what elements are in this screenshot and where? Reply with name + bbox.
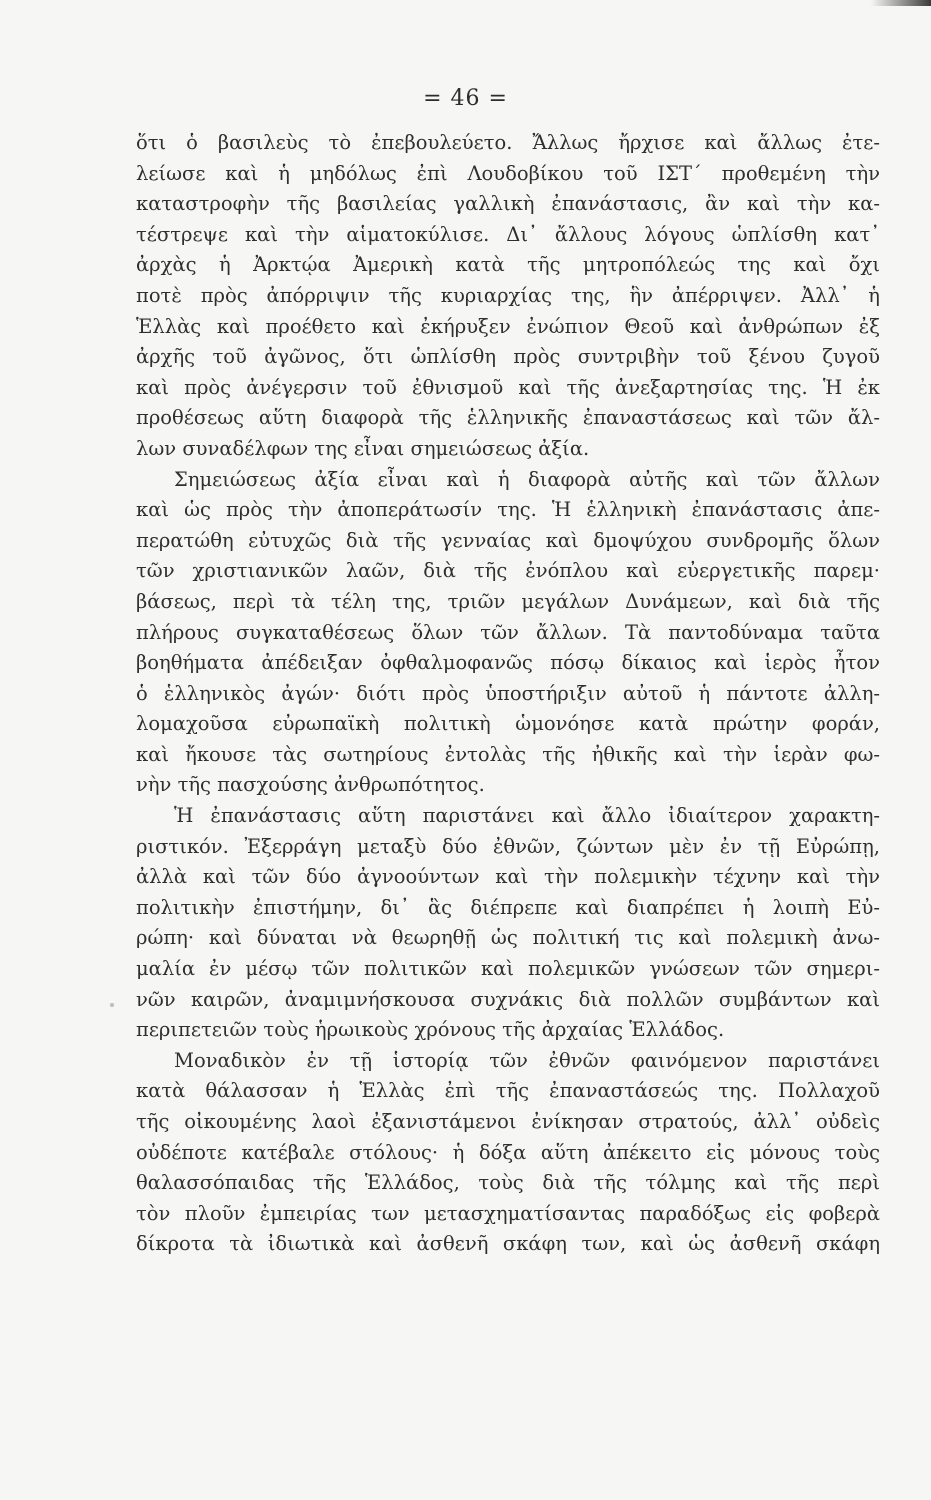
text-line: τῶν χριστιανικῶν λαῶν, διὰ τῆς ἐνόπλου καὶ εὐεργετικῆς παρεμ·: [136, 559, 880, 583]
text-line: καταστροφὴν τῆς βασιλείας γαλλικὴ ἐπανάστασις, ἂν καὶ τὴν κα-: [136, 192, 880, 216]
text-line: λομαχοῦσα εὐρωπαϊκὴ πολιτικὴ ὡμονόησε κατὰ πρώτην φοράν,: [136, 712, 880, 736]
paragraph-4: [136, 1046, 880, 1260]
text-line: προθέσεως αὕτη διαφορὰ τῆς ἑλληνικῆς ἐπαναστάσεως καὶ τῶν ἄλ-: [136, 406, 880, 430]
scan-edge-mark: [871, 0, 931, 6]
text-line: κατὰ θάλασσαν ἡ Ἑλλὰς ἐπὶ τῆς ἐπαναστάσεώς της. Πολλαχοῦ: [136, 1079, 880, 1103]
text-line: ριστικόν. Ἐξερράγη μεταξὺ δύο ἐθνῶν, ζώντων μὲν ἐν τῇ Εὐρώπῃ,: [136, 834, 880, 858]
text-line: ἀρχῆς τοῦ ἀγῶνος, ὅτι ὡπλίσθη πρὸς συντριβὴν τοῦ ξένου ζυγοῦ: [136, 345, 880, 369]
text-line: θαλασσόπαιδας τῆς Ἑλλάδος, τοὺς διὰ τῆς τόλμης καὶ τῆς περὶ: [136, 1171, 880, 1195]
text-line: πολιτικὴν ἐπιστήμην, δι᾽ ἃς διέπρεπε καὶ διαπρέπει ἡ λοιπὴ Εὐ-: [136, 895, 880, 919]
text-line: τὸν πλοῦν ἐμπειρίας των μετασχηματίσαντας παραδόξως εἰς φοβερὰ: [136, 1201, 880, 1225]
paragraph-3: [136, 801, 880, 1046]
text-line: ἀρχὰς ἡ Ἀρκτῴα Ἀμερικὴ κατὰ τῆς μητροπόλεώς της καὶ ὄχι: [136, 253, 880, 277]
margin-dot: [110, 1003, 114, 1007]
text-line: Μοναδικὸν ἐν τῇ ἱστορίᾳ τῶν ἐθνῶν φαινόμενον παριστάνει: [174, 1048, 880, 1072]
text-line: καὶ ἤκουσε τὰς σωτηρίους ἐντολὰς τῆς ἠθικῆς καὶ τὴν ἱερὰν φω-: [136, 742, 880, 766]
text-line: λείωσε καὶ ἡ μηδόλως ἐπὶ Λουδοβίκου τοῦ ΙΣΤ΄ προθεμένη τὴν: [136, 161, 880, 185]
body-text: [136, 128, 880, 1260]
text-line: βάσεως, περὶ τὰ τέλη της, τριῶν μεγάλων Δυνάμεων, καὶ διὰ τῆς: [136, 589, 880, 613]
paragraph-1: [136, 128, 880, 465]
text-line: ποτὲ πρὸς ἀπόρριψιν τῆς κυριαρχίας της, ἣν ἀπέρριψεν. Ἀλλ᾽ ἡ: [136, 283, 880, 307]
text-line: Ἑλλὰς καὶ προέθετο καὶ ἐκήρυξεν ἐνώπιον Θεοῦ καὶ ἀνθρώπων ἐξ: [136, 314, 880, 338]
text-line: Ἡ ἐπανάστασις αὕτη παριστάνει καὶ ἄλλο ἰδιαίτερον χαρακτη-: [174, 804, 880, 828]
text-line: πλήρους συγκαταθέσεως ὅλων τῶν ἄλλων. Τὰ παντοδύναμα ταῦτα: [136, 620, 880, 644]
text-line: μαλία ἐν μέσῳ τῶν πολιτικῶν καὶ πολεμικῶν γνώσεων τῶν σημερι-: [136, 957, 880, 981]
text-line: τῆς οἰκουμένης λαοὶ ἐξανιστάμενοι ἐνίκησαν στρατούς, ἀλλ᾽ οὐδεὶς: [136, 1110, 880, 1133]
text-line: ὅτι ὁ βασιλεὺς τὸ ἐπεβουλεύετο. Ἄλλως ἤρχισε καὶ ἄλλως ἐτε-: [136, 131, 880, 154]
text-line: βοηθήματα ἀπέδειξαν ὀφθαλμοφανῶς πόσῳ δίκαιος καὶ ἱερὸς ἦτον: [136, 651, 880, 675]
text-line: ὁ ἑλληνικὸς ἀγών· διότι πρὸς ὑποστήριξιν αὐτοῦ ἡ πάντοτε ἀλλη-: [136, 681, 880, 705]
text-line: λων συναδέλφων της εἶναι σημειώσεως ἀξία.: [136, 436, 590, 460]
text-line: τέστρεψε καὶ τὴν αἱματοκύλισε. Δι᾽ ἄλλους λόγους ὡπλίσθη κατ᾽: [136, 222, 880, 246]
text-line: ἀλλὰ καὶ τῶν δύο ἀγνοούντων καὶ τὴν πολεμικὴν τέχνην καὶ τὴν: [136, 865, 880, 889]
text-line: περιπετειῶν τοὺς ἡρωικοὺς χρόνους τῆς ἀρχαίας Ἑλλάδος.: [136, 1018, 725, 1042]
text-line: Σημειώσεως ἀξία εἶναι καὶ ἡ διαφορὰ αὐτῆς καὶ τῶν ἄλλων: [174, 467, 880, 491]
text-line: ρώπη· καὶ δύναται νὰ θεωρηθῇ ὡς πολιτική τις καὶ πολεμικὴ ἀνω-: [136, 926, 880, 950]
text-line: οὐδέποτε κατέβαλε στόλους· ἡ δόξα αὕτη ἀπέκειτο εἰς μόνους τοὺς: [136, 1140, 880, 1164]
text-line: δίκροτα τὰ ἰδιωτικὰ καὶ ἀσθενῆ σκάφη των, καὶ ὡς ἀσθενῆ σκάφη: [136, 1232, 880, 1256]
text-line: περατώθη εὐτυχῶς διὰ τῆς γενναίας καὶ δμοψύχου συνδρομῆς ὅλων: [136, 528, 880, 552]
page-number: = 46 =: [423, 86, 508, 111]
text-line: νὴν τῆς πασχούσης ἀνθρωπότητος.: [136, 773, 485, 797]
text-line: καὶ ὡς πρὸς τὴν ἀποπεράτωσίν της. Ἡ ἑλληνικὴ ἐπανάστασις ἀπε-: [136, 498, 880, 522]
text-line: καὶ πρὸς ἀνέγερσιν τοῦ ἐθνισμοῦ καὶ τῆς ἀνεξαρτησίας της. Ἡ ἐκ: [136, 375, 880, 399]
text-line: νῶν καιρῶν, ἀναμιμνήσκουσα συχνάκις διὰ πολλῶν συμβάντων καὶ: [136, 987, 880, 1011]
paragraph-2: [136, 465, 880, 802]
